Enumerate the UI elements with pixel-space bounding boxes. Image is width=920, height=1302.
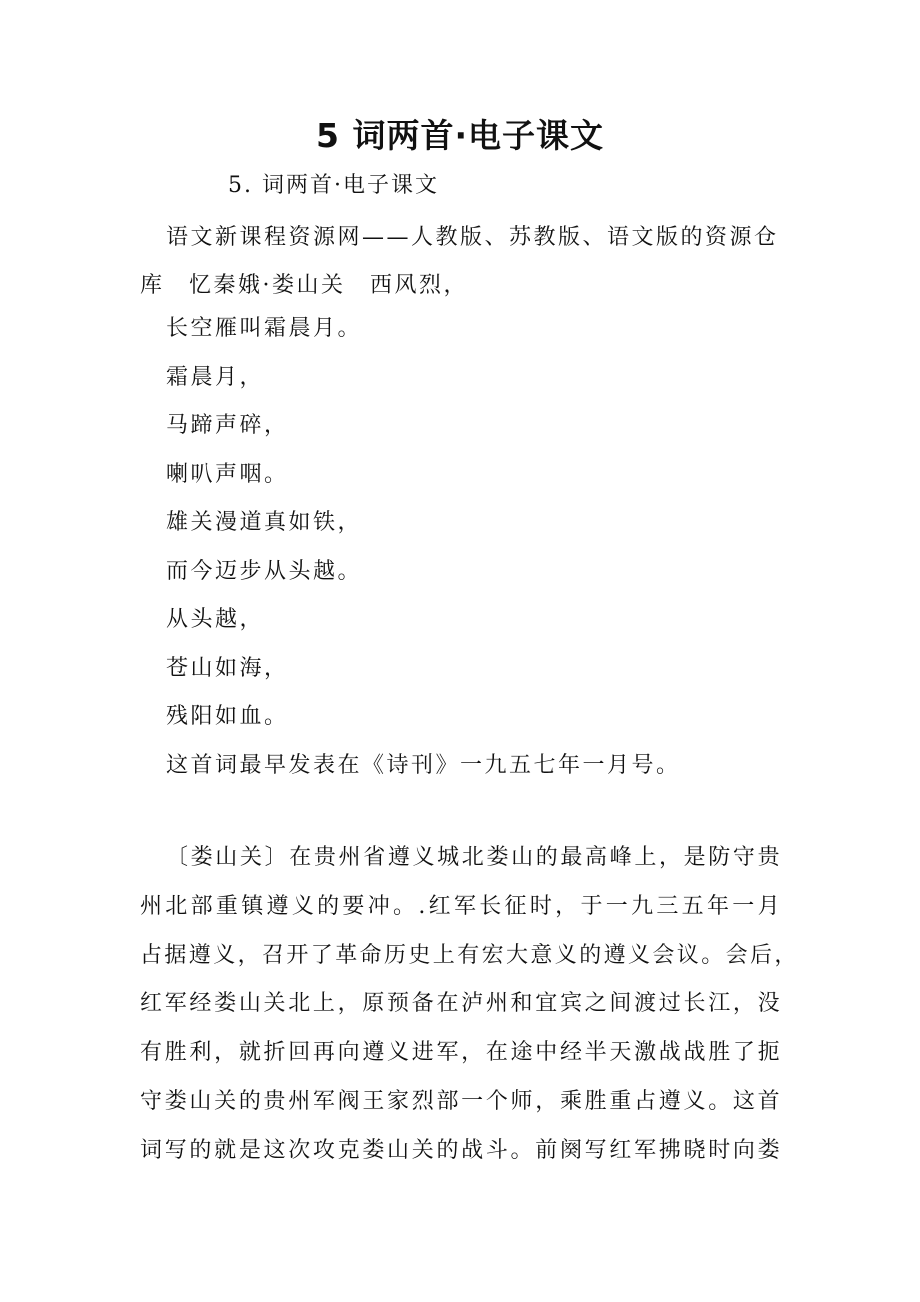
poem-line: 从头越，: [166, 607, 265, 632]
annotation-line: 红军经娄山关北上，原预备在泸州和宜宾之间渡过长江，没: [140, 991, 782, 1017]
poem-line: 残阳如血。: [166, 704, 289, 729]
poem-line: 而今迈步从头越。: [166, 558, 363, 584]
document-title: 5 词两首·电子课文: [316, 116, 604, 155]
poem-line: 苍山如海，: [166, 655, 289, 681]
intro-paragraph: 语文新课程资源网——人教版、苏教版、语文版的资源仓库 忆秦娥·娄山关 西风烈，: [140, 225, 779, 298]
poem-line: 长空雁叫霜晨月。: [166, 316, 363, 341]
poem-line: 马蹄声碎，: [166, 413, 289, 438]
poem-text: [166, 309, 786, 794]
annotation-line: 〔娄山关〕在贵州省遵义城北娄山的最高峰上，是防守贵: [166, 845, 782, 870]
document-subtitle: 5. 词两首·电子课文: [228, 173, 439, 198]
poem-line: 喇叭声咽。: [166, 461, 289, 487]
annotation-line: 州北部重镇遵义的要冲。.红军长征时，于一九三五年一月: [140, 893, 782, 919]
annotation-line: 有胜利，就折回再向遵义进军，在途中经半天激战战胜了扼: [140, 1040, 782, 1066]
poem-line: 霜晨月，: [166, 364, 265, 390]
annotation-line: 词写的就是这次攻克娄山关的战斗。前阕写红军拂晓时向娄: [140, 1137, 782, 1163]
publication-note: 这首词最早发表在《诗刊》一九五七年一月号。: [166, 752, 681, 778]
annotation-line: 守娄山关的贵州军阀王家烈部一个师，乘胜重占遵义。这首: [140, 1088, 782, 1114]
annotation-paragraph: [140, 838, 799, 1180]
poem-line: 雄关漫道真如铁，: [166, 510, 363, 535]
annotation-line: 占据遵义，召开了革命历史上有宏大意义的遵义会议。会后，: [140, 942, 799, 968]
